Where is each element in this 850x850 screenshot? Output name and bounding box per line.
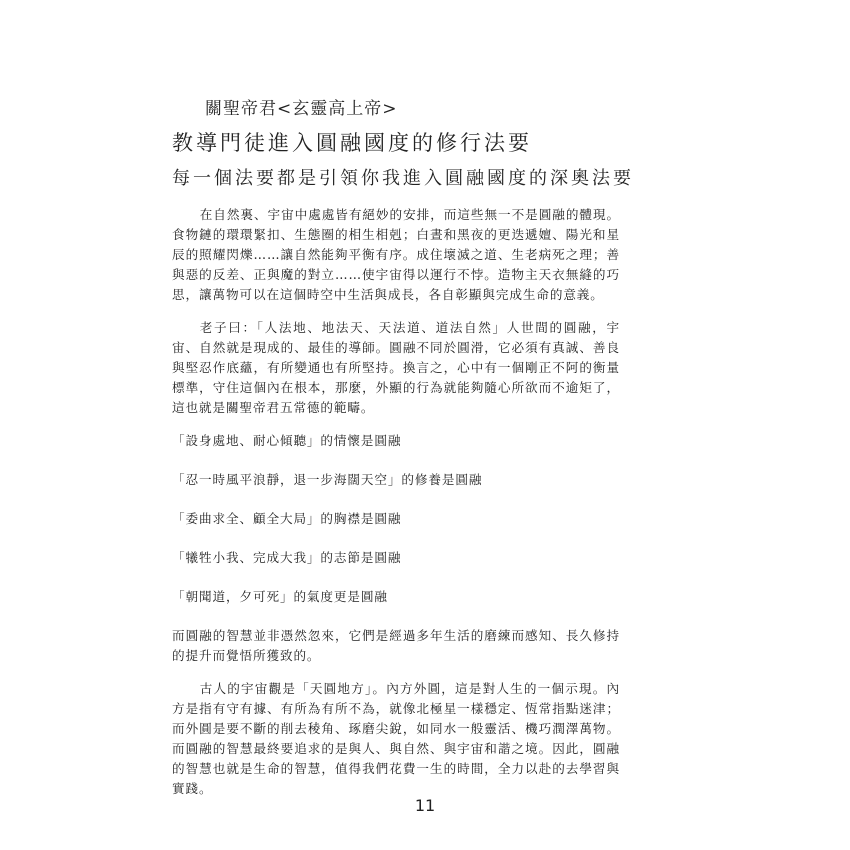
body-text xyxy=(172,205,620,812)
quote-line: 「犧牲小我、完成大我」的志節是圓融 xyxy=(172,550,402,565)
paragraph: 古人的宇宙觀是「天圓地方」。內方外圓，這是對人生的一個示現。內方是指有守有據、有所為有所不為，就像北極星一樣穩定、恆常指點迷津；而外圓是要不斷的削去稜角、琢磨尖銳，如同水一般靈活、機巧潤澤萬物。而圓融的智慧最終要追求的是與人、與自然、與宇宙和諧之境。因此，圓融的智慧也就是生命的智慧，值得我們花費一生的時間，全力以赴的去學習與實踐。 xyxy=(172,681,620,796)
page-number: 11 xyxy=(414,796,436,815)
quote-line: 「委曲求全、顧全大局」的胸襟是圓融 xyxy=(172,511,402,526)
paragraph: 在自然裏、宇宙中處處皆有絕妙的安排，而這些無一不是圓融的體現。食物鏈的環環緊扣、生態圈的相生相剋；白晝和黑夜的更迭遞嬗、陽光和星辰的照耀閃爍……讓自然能夠平衡有序。成住壞滅之道、生老病死之理；善與惡的反差、正與魔的對立……使宇宙得以運行不悖。造物主天衣無縫的巧思，讓萬物可以在這個時空中生活與成長，各自彰顯與完成生命的意義。 xyxy=(172,207,620,302)
paragraph: 老子曰：「人法地、地法天、天法道、道法自然」人世間的圓融，宇宙、自然就是現成的、最佳的導師。圓融不同於圓滑，它必須有真誠、善良與堅忍作底蘊，有所變通也有所堅持。換言之，心中有一個剛正不阿的衡量標準，守住這個內在根本，那麼，外顯的行為就能夠隨心所欲而不逾矩了，這也就是關聖帝君五常德的範疇。 xyxy=(172,320,620,415)
author-heading: 關聖帝君<玄靈高上帝> xyxy=(205,99,398,119)
page-subtitle: 每一個法要都是引領你我進入圓融國度的深奧法要 xyxy=(172,168,634,189)
quote-line: 「忍一時風平浪靜，退一步海闊天空」的修養是圓融 xyxy=(172,472,483,487)
quote-line: 「設身處地、耐心傾聽」的情懷是圓融 xyxy=(172,433,402,448)
quote-line: 「朝聞道，夕可死」的氣度更是圓融 xyxy=(172,589,388,604)
page-title: 教導門徒進入圓融國度的修行法要 xyxy=(172,131,532,155)
paragraph: 而圓融的智慧並非憑然忽來，它們是經過多年生活的磨練而感知、長久修持的提升而覺悟所獲致的。 xyxy=(172,628,620,663)
